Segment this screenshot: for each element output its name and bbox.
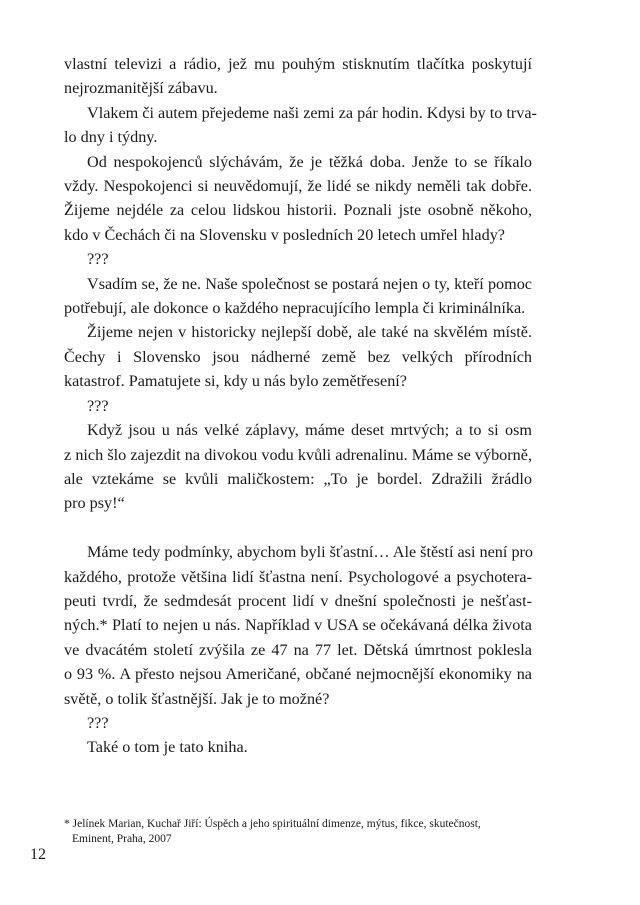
text-line: nejrozmanitější zábavu. (64, 79, 218, 98)
text-line: lo dny i týdny. (64, 128, 158, 147)
paragraph-gap (64, 516, 532, 540)
footnote-line-2: Eminent, Praha, 2007 (72, 833, 172, 845)
text-line: ve dvacátém století zvýšila ze 47 na 77 let. Dětská úmrtnost poklesla (64, 640, 532, 659)
text-line: peuti tvrdí, že sedmdesát procent lidí v dnešní společnosti je nešťast- (64, 591, 532, 610)
footnote (64, 817, 534, 847)
text-line: Žijeme nejdéle za celou lidskou historii. Poznali jste osobně někoho, (64, 201, 532, 220)
text-line: světě, o tolik šťastnější. Jak je to možné? (64, 689, 330, 708)
text-line: vždy. Nespokojenci si neuvědomují, že lidé se nikdy neměli tak dobře. (64, 177, 532, 196)
text-line: potřebují, ale dokonce o každého nepracujícího lempla či kriminálníka. (64, 299, 526, 318)
page-body (64, 52, 537, 760)
text-line: Také o tom je tato kniha. (87, 738, 248, 757)
text-line: Vlakem či autem přejedeme naši zemi za pár hodin. Kdysi by to trva- (87, 103, 537, 122)
text-line: každého, protože většina lidí šťastna není. Psychologové a psychotera- (64, 567, 532, 586)
text-line: vlastní televizi a rádio, jež mu pouhým stisknutím tlačítka poskytují (64, 55, 532, 73)
text-line: kdo v Čechách či na Slovensku v posledních 20 letech umřel hlady? (64, 225, 505, 244)
text-line: o 93 %. A přesto nejsou Američané, občané nejmocnější ekonomiky na (64, 665, 532, 684)
text-line: pro psy!“ (64, 494, 125, 513)
text-line: ??? (87, 713, 109, 732)
text-line: Žijeme nejen v historicky nejlepší době, ale také na skvělém místě. (87, 323, 532, 342)
text-line: z nich šlo zajezdit na divokou vodu kvůli adrenalinu. Máme se výborně, (64, 445, 532, 464)
text-line: Čechy i Slovensko jsou nádherné země bez velkých přírodních (64, 347, 532, 366)
text-line: ??? (87, 250, 109, 269)
text-line: katastrof. Pamatujete si, kdy u nás bylo zemětřesení? (64, 372, 407, 391)
text-line: Vsadím se, že ne. Naše společnost se postará nejen o ty, kteří pomoc (87, 274, 532, 293)
text-line: Máme tedy podmínky, abychom byli šťastní… Ale štěstí asi není pro (87, 543, 534, 562)
text-line: Když jsou u nás velké záplavy, máme deset mrtvých; a to si osm (87, 421, 532, 440)
text-line: ??? (87, 396, 109, 415)
text-line: ných.* Platí to nejen u nás. Například v USA se očekávaná délka života (64, 616, 532, 635)
footnote-line-1: * Jelínek Marian, Kuchař Jiří: Úspěch a jeho spirituální dimenze, mýtus, fikce, skutečnost, (64, 818, 481, 830)
text-line: Od nespokojenců slýchávám, že je těžká doba. Jenže to se říkalo (87, 152, 532, 171)
text-line: ale vztekáme se kvůli maličkostem: „To je bordel. Zdražili žrádlo (64, 469, 532, 488)
page-number: 12 (30, 846, 46, 863)
